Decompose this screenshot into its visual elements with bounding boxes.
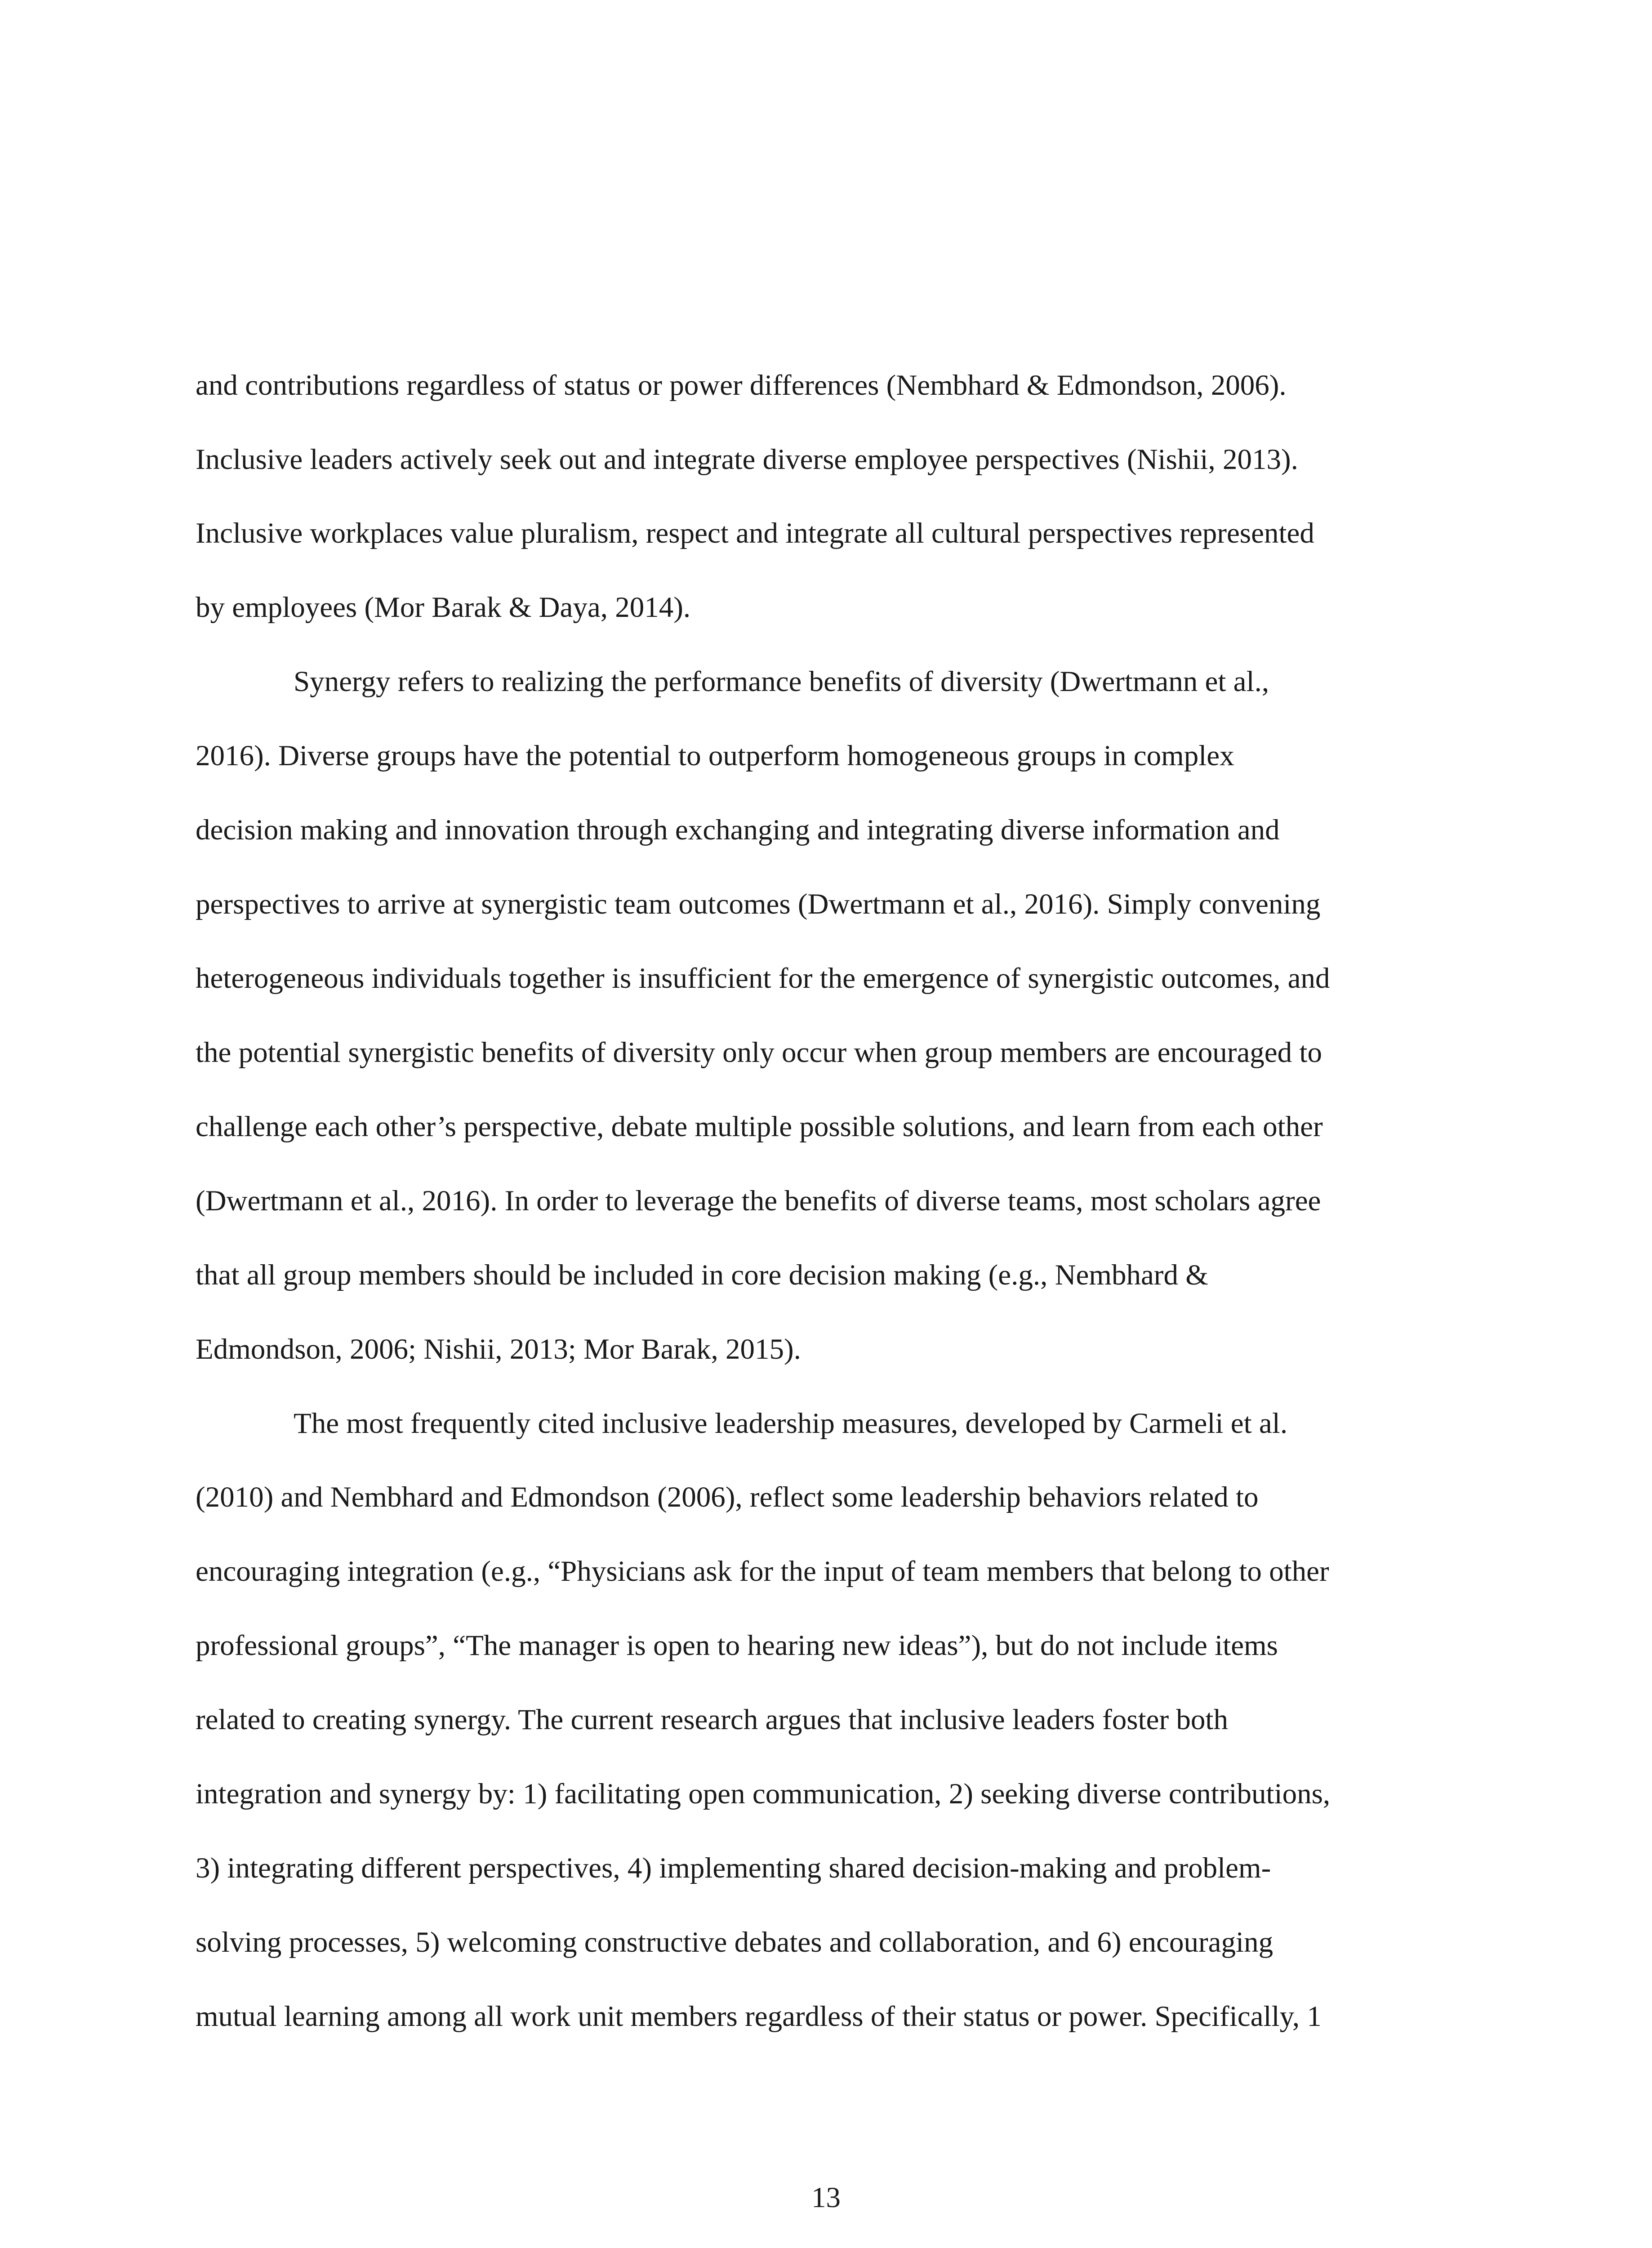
text-line: and contributions regardless of status or power differences (Nembhard & Edmondson, 2006). (196, 369, 1287, 401)
text-line: (Dwertmann et al., 2016). In order to leverage the benefits of diverse teams, most scholars agree (196, 1185, 1321, 1217)
text-line: perspectives to arrive at synergistic team outcomes (Dwertmann et al., 2016). Simply convening (196, 888, 1321, 920)
text-line: 2016). Diverse groups have the potential to outperform homogeneous groups in complex (196, 740, 1234, 772)
page-number: 13 (811, 2181, 841, 2214)
paragraph-start-line: Synergy refers to realizing the performance benefits of diversity (Dwertmann et al., (294, 665, 1269, 698)
text-line: related to creating synergy. The current research argues that inclusive leaders foster both (196, 1704, 1228, 1736)
text-line: that all group members should be included in core decision making (e.g., Nembhard & (196, 1259, 1208, 1291)
text-line: decision making and innovation through exchanging and integrating diverse information and (196, 814, 1280, 846)
text-line: Inclusive leaders actively seek out and integrate diverse employee perspectives (Nishii, 2013). (196, 443, 1298, 476)
paragraph-start-line: The most frequently cited inclusive leadership measures, developed by Carmeli et al. (294, 1407, 1288, 1440)
text-line: (2010) and Nembhard and Edmondson (2006), reflect some leadership behaviors related to (196, 1481, 1259, 1513)
text-line: challenge each other’s perspective, debate multiple possible solutions, and learn from each other (196, 1111, 1323, 1143)
text-line: Inclusive workplaces value pluralism, respect and integrate all cultural perspectives represented (196, 517, 1314, 549)
text-line: integration and synergy by: 1) facilitating open communication, 2) seeking diverse contributions, (196, 1778, 1331, 1810)
text-line: heterogeneous individuals together is insufficient for the emergence of synergistic outcomes, and (196, 962, 1330, 995)
text-line: by employees (Mor Barak & Daya, 2014). (196, 591, 691, 624)
text-line: mutual learning among all work unit members regardless of their status or power. Specifically, 1 (196, 2000, 1322, 2033)
text-line: solving processes, 5) welcoming constructive debates and collaboration, and 6) encouraging (196, 1926, 1274, 1958)
text-line: professional groups”, “The manager is open to hearing new ideas”), but do not include items (196, 1629, 1278, 1662)
text-line: 3) integrating different perspectives, 4) implementing shared decision-making and problem- (196, 1852, 1271, 1884)
text-line: encouraging integration (e.g., “Physicians ask for the input of team members that belong to other (196, 1555, 1329, 1588)
text-line: Edmondson, 2006; Nishii, 2013; Mor Barak, 2015). (196, 1333, 801, 1365)
text-line: the potential synergistic benefits of diversity only occur when group members are encouraged to (196, 1036, 1322, 1069)
